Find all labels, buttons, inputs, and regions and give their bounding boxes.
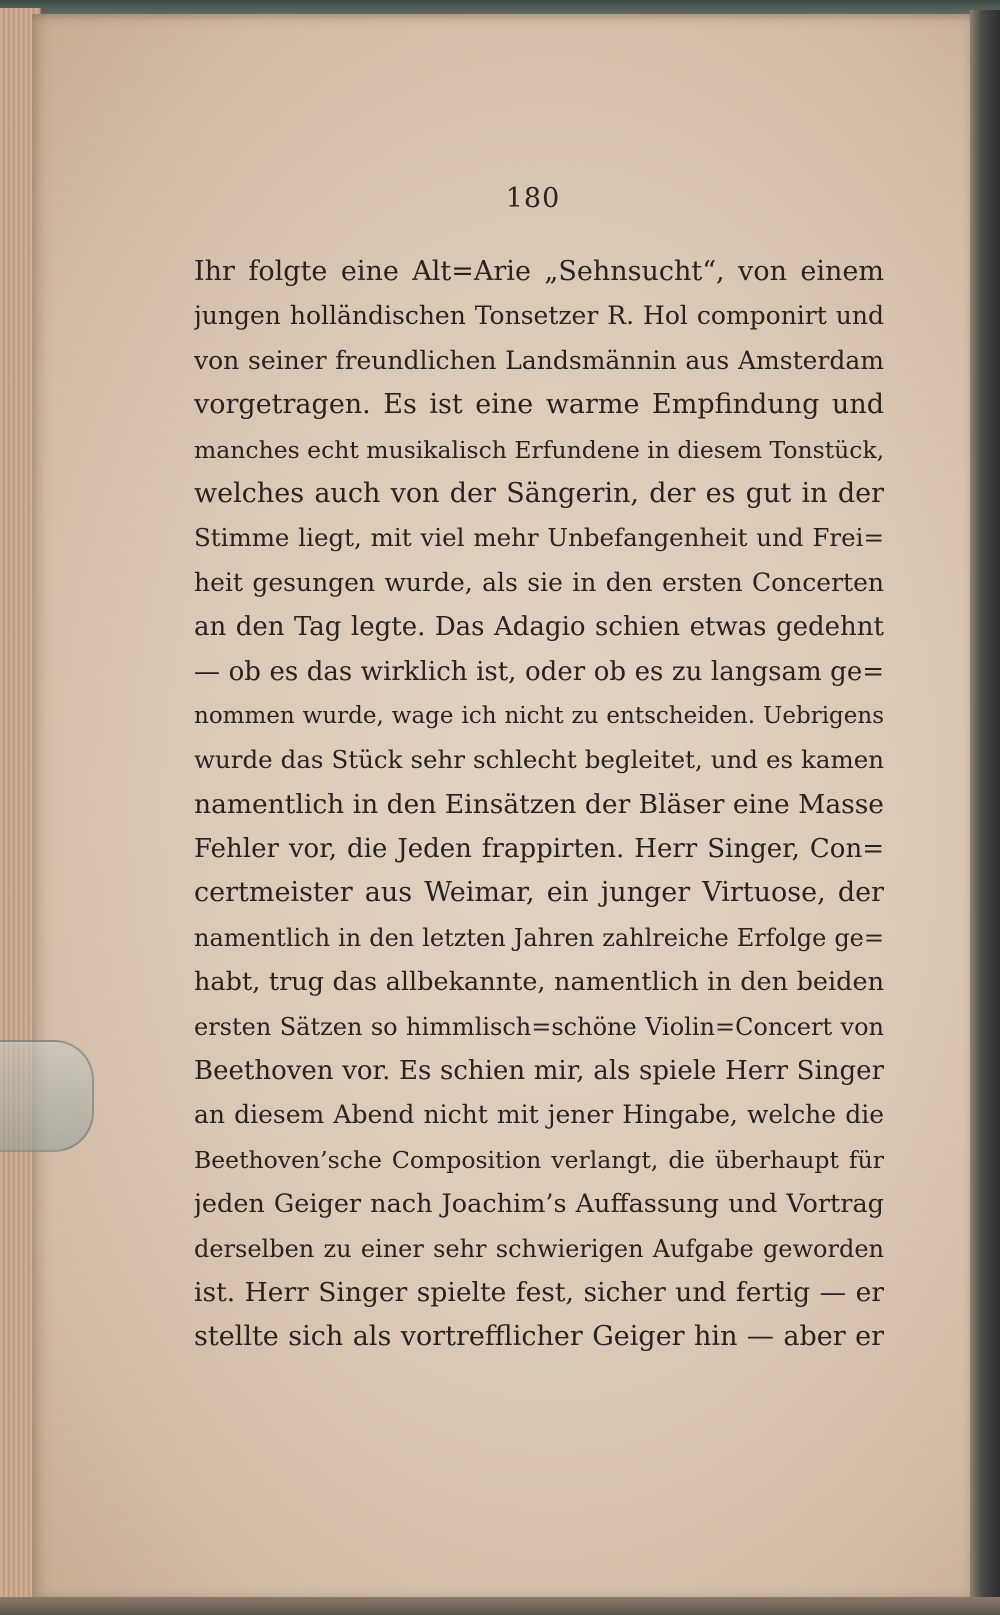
- text-line: ersten Sätzen so himmlisch=schöne Violin=Concert von: [194, 1012, 884, 1041]
- text-line: welches auch von der Sängerin, der es gut in der: [194, 477, 884, 509]
- text-line: Fehler vor, die Jeden frappirten. Herr Singer, Con=: [194, 834, 884, 865]
- page-number: 180: [505, 183, 561, 214]
- text-line: namentlich in den Einsätzen der Bläser eine Masse: [194, 788, 884, 820]
- text-line: an diesem Abend nicht mit jener Hingabe, welche die: [194, 1100, 884, 1130]
- text-line: wurde das Stück sehr schlecht begleitet, und es kamen: [194, 745, 884, 775]
- text-line: habt, trug das allbekannte, namentlich in den beiden: [194, 967, 884, 998]
- book-cover-right-edge: [970, 10, 1000, 1615]
- text-line: nommen wurde, wage ich nicht zu entscheiden. Uebrigens: [194, 702, 884, 729]
- text-line: — ob es das wirklich ist, oder ob es zu langsam ge=: [194, 656, 884, 687]
- text-line: certmeister aus Weimar, ein junger Virtuose, der: [194, 877, 884, 909]
- body-text: [194, 250, 884, 1360]
- text-line: jeden Geiger nach Joachim’s Auffassung und Vortrag: [194, 1189, 884, 1220]
- text-line: jungen holländischen Tonsetzer R. Hol componirt und: [194, 301, 884, 331]
- text-line: ist. Herr Singer spielte fest, sicher und fertig — er: [194, 1276, 884, 1308]
- text-line: vorgetragen. Es ist eine warme Empfindung und: [194, 389, 884, 421]
- text-line: manches echt musikalisch Erfundene in diesem Tonstück,: [194, 435, 884, 464]
- text-line: Beethoven’sche Composition verlangt, die überhaupt für: [194, 1145, 884, 1174]
- text-line: stellte sich als vortrefflicher Geiger hin — aber er: [194, 1321, 884, 1353]
- text-line: derselben zu einer sehr schwierigen Aufgabe geworden: [194, 1234, 884, 1263]
- bookmark-ribbon: [0, 1040, 94, 1152]
- text-line: an den Tag legte. Das Adagio schien etwas gedehnt: [194, 612, 884, 643]
- text-line: heit gesungen wurde, als sie in den ersten Concerten: [194, 567, 884, 597]
- text-line: Stimme liegt, mit viel mehr Unbefangenheit und Frei=: [194, 523, 884, 553]
- text-line: Ihr folgte eine Alt=Arie „Sehnsucht“, von einem: [194, 256, 884, 287]
- book-cover-bottom-edge: [0, 1597, 1000, 1615]
- text-line: namentlich in den letzten Jahren zahlreiche Erfolge ge=: [194, 923, 884, 952]
- text-line: Beethoven vor. Es schien mir, als spiele Herr Singer: [194, 1056, 884, 1087]
- text-line: von seiner freundlichen Landsmännin aus Amsterdam: [194, 345, 884, 375]
